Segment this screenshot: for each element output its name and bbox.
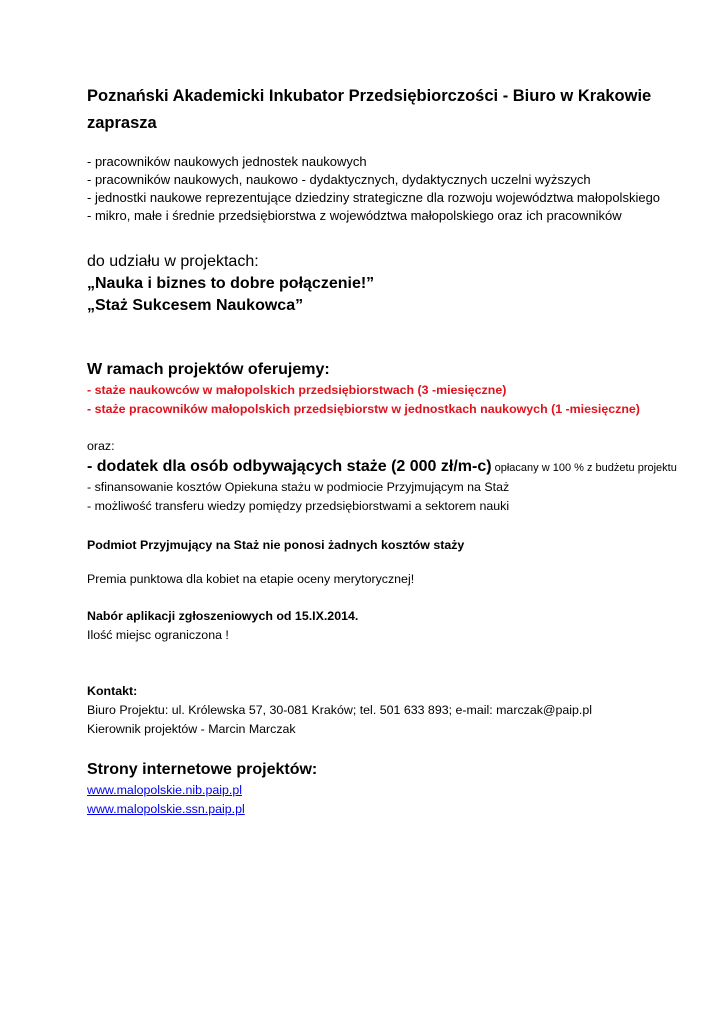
invitee-item: - pracowników naukowych jednostek naukowych bbox=[87, 154, 367, 169]
offer-item: - staże naukowców w małopolskich przedsiębiorstwach (3 -miesięczne) bbox=[87, 383, 507, 397]
offer-item: - staże pracowników małopolskich przedsiębiorstw w jednostkach naukowych (1 -miesięczne) bbox=[87, 402, 640, 416]
websites-title: Strony internetowe projektów: bbox=[87, 761, 318, 778]
website-link-nib[interactable]: www.malopolskie.nib.paip.pl bbox=[87, 783, 242, 797]
projects-intro: do udziału w projektach: bbox=[87, 253, 259, 270]
header-title bbox=[87, 83, 651, 137]
project-name-1: „Nauka i biznes to dobre połączenie!” bbox=[87, 275, 375, 292]
header-line-1: Poznański Akademicki Inkubator Przedsiębiorczości - Biuro w Krakowie bbox=[87, 87, 652, 105]
contact-section bbox=[87, 682, 592, 739]
allowance-bold: - dodatek dla osób odbywających staże (2 000 zł/m-c) bbox=[87, 458, 492, 475]
extras-oraz: oraz: bbox=[87, 439, 115, 453]
bonus-notice: Premia punktowa dla kobiet na etapie oceny merytorycznej! bbox=[87, 572, 415, 586]
header-line-2: zaprasza bbox=[87, 114, 157, 132]
contact-office: Biuro Projektu: ul. Królewska 57, 30-081 Kraków; tel. 501 633 893; e-mail: marczak@paip.pl bbox=[87, 703, 593, 717]
project-name-2: „Staż Sukcesem Naukowca” bbox=[87, 297, 304, 314]
contact-label: Kontakt: bbox=[87, 684, 138, 698]
allowance-line bbox=[87, 456, 677, 478]
extras-item: - sfinansowanie kosztów Opiekuna stażu w podmiocie Przyjmującym na Staż bbox=[87, 480, 510, 494]
recruitment-limit: Ilość miejsc ograniczona ! bbox=[87, 628, 229, 642]
offer-title: W ramach projektów oferujemy: bbox=[87, 361, 330, 378]
allowance-note: opłacany w 100 % z budżetu projektu bbox=[491, 462, 677, 474]
projects-section bbox=[87, 251, 374, 317]
invitee-item: - pracowników naukowych, naukowo - dydaktycznych, dydaktycznych uczelni wyższych bbox=[87, 172, 591, 187]
contact-manager: Kierownik projektów - Marcin Marczak bbox=[87, 722, 296, 736]
invitee-item: - mikro, małe i średnie przedsiębiorstwa z województwa małopolskiego oraz ich pracowników bbox=[87, 208, 622, 223]
invitee-item: - jednostki naukowe reprezentujące dziedziny strategiczne dla rozwoju województwa małopolskiego bbox=[87, 190, 661, 205]
extras-section bbox=[87, 437, 677, 516]
invitees-list bbox=[87, 153, 660, 225]
recruitment-section bbox=[87, 607, 358, 645]
no-costs-notice: Podmiot Przyjmujący na Staż nie ponosi żadnych kosztów staży bbox=[87, 538, 465, 552]
recruitment-date: Nabór aplikacji zgłoszeniowych od 15.IX.2014. bbox=[87, 609, 359, 623]
websites-section bbox=[87, 759, 317, 819]
website-link-ssn[interactable]: www.malopolskie.ssn.paip.pl bbox=[87, 802, 245, 816]
extras-item: - możliwość transferu wiedzy pomiędzy przedsiębiorstwami a sektorem nauki bbox=[87, 499, 510, 513]
offer-section bbox=[87, 359, 640, 419]
